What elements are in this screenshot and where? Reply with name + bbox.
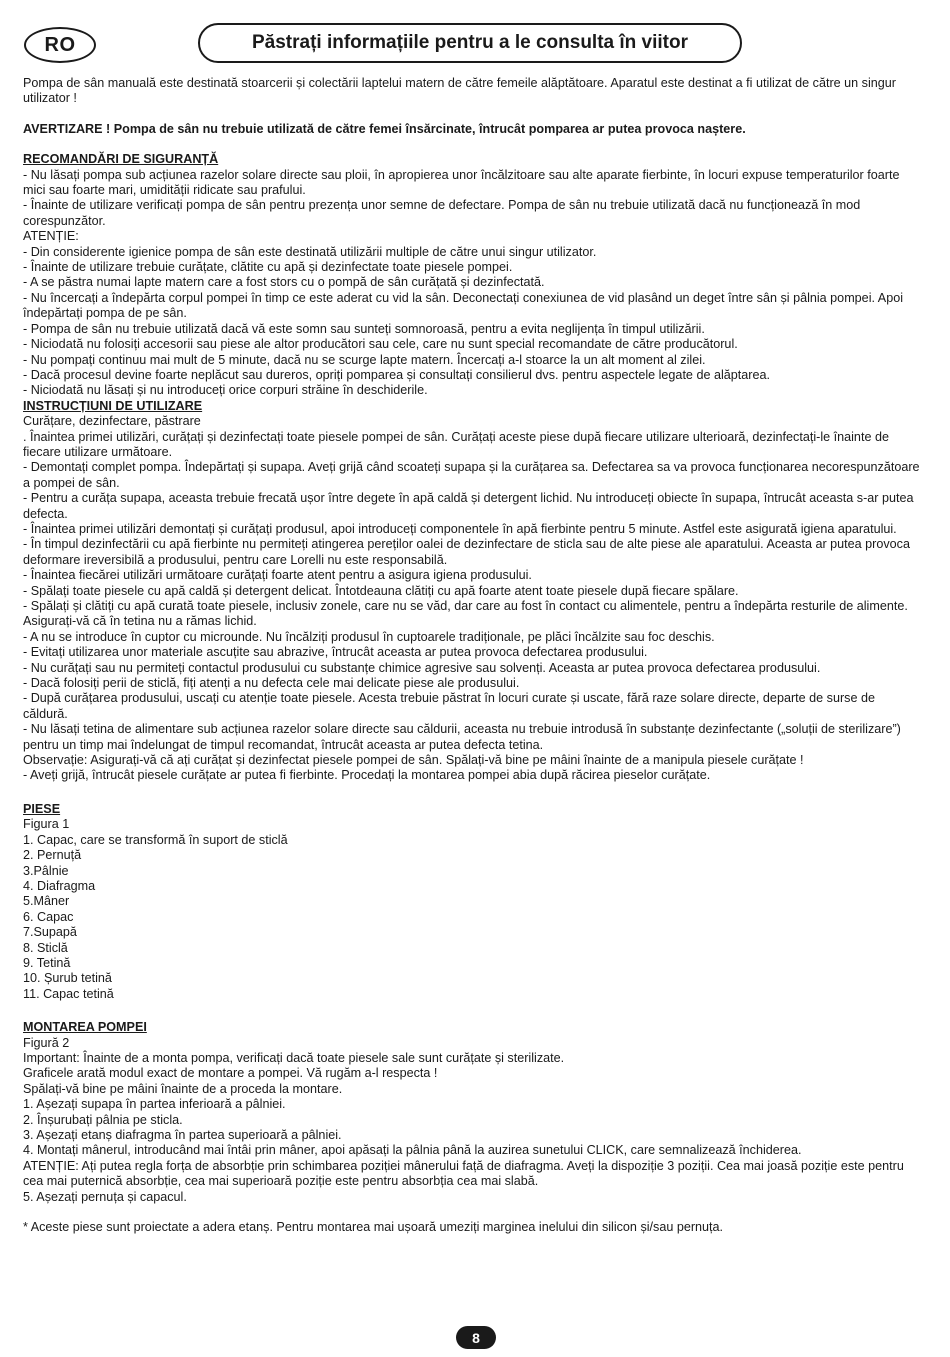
safety-line: ATENȚIE: (23, 229, 79, 244)
parts-line: Figura 1 (23, 817, 70, 832)
usage-line: - În timpul dezinfectării cu apă fierbinte nu permiteți atingerea pereților oalei de dezinfectare de sticla sau de alte piese ale aparatului. Aceasta ar putea provoca deformare ireversibilă a produsului, pentru care Lorelli nu este responsabilă. (23, 537, 910, 567)
assembly-line: 1. Așezați supapa în partea inferioară a pâlniei. (23, 1097, 286, 1112)
safety-line: - Dacă procesul devine foarte neplăcut sau dureros, opriți pomparea și consultați consilierul dvs. pentru aspectele legate de alăptarea. (23, 367, 770, 382)
parts-line: 7.Supapă (23, 925, 77, 940)
assembly-line: ATENȚIE: Ați putea regla forța de absorbție prin schimbarea poziției mânerului față de diafragma. Aveți la dispoziție 3 poziții. Cea mai joasă poziție este pentru cea mai puternică absorbție, cea mai superioară poziție este pentru absorbția cea mai slabă. (23, 1158, 904, 1189)
usage-heading: INSTRUCȚIUNI DE UTILIZARE (23, 398, 203, 413)
usage-line: - Demontați complet pompa. Îndepărtați și supapa. Aveți grijă când scoateți supapa și la curățarea sa. Defectarea sa va provoca funcționarea necorespunzătoare a pompei de sân. (23, 460, 920, 490)
assembly-line: 2. Înșurubați pâlnia pe sticla. (23, 1112, 183, 1127)
parts-line: 4. Diafragma (23, 878, 96, 893)
safety-line: - Niciodată nu folosiți accesorii sau piese ale altor producători sau cele, care nu sunt special recomandate de către producătorul. (23, 337, 738, 352)
assembly-line: 5. Așezați pernuța și capacul. (23, 1189, 187, 1204)
safety-line: - Pompa de sân nu trebuie utilizată dacă vă este somn sau sunteți somnoroasă, pentru a evita neglijența în timpul utilizării. (23, 321, 705, 336)
page-number: 8 (456, 1326, 496, 1349)
usage-line: Curățare, dezinfectare, păstrare (23, 414, 201, 429)
usage-line: - Pentru a curăța supapa, aceasta trebuie frecată ușor între degete în apă caldă și detergent lichid. Nu introduceți obiecte în supapa, întrucât aceasta s-ar putea defecta. (23, 491, 914, 521)
usage-line: - Înaintea primei utilizări demontați și curățați produsul, apoi introduceți componentele în apă fierbinte pentru 5 minute. Astfel este asigurată igiena aparatului. (23, 521, 897, 536)
assembly-list (23, 1036, 923, 1205)
usage-line: - Nu curățați sau nu permiteți contactul produsului cu substanțe chimice agresive sau solvenți. Aceasta ar putea provoca defectarea produsului. (23, 660, 821, 675)
usage-line: - Înaintea fiecărei utilizări următoare curățați foarte atent pentru a asigura igiena produsului. (23, 568, 532, 583)
usage-line: - După curățarea produsului, uscați cu atenție toate piesele. Acesta trebuie păstrat în locuri curate și uscate, fără raze solare directe, departe de surse de căldură. (23, 691, 875, 721)
parts-line: 8. Sticlă (23, 940, 68, 955)
assembly-line: 4. Montați mânerul, introducând mai întâi prin mâner, apoi apăsați la pâlnia până la auzirea sunetului CLICK, care semnalizează închiderea. (23, 1143, 802, 1158)
parts-list (23, 817, 923, 1002)
document-body (23, 76, 923, 1235)
assembly-line: Figură 2 (23, 1035, 70, 1050)
assembly-line: Spălați-vă bine pe mâini înainte de a proceda la montare. (23, 1081, 343, 1096)
usage-line: - Aveți grijă, întrucât piesele curățate ar putea fi fierbinte. Procedați la montarea pompei abia după răcirea pieselor curățate. (23, 768, 711, 783)
safety-line: - Din considerente igienice pompa de sân este destinată utilizării multiple de către unui singur utilizator. (23, 244, 597, 259)
safety-line: - Înainte de utilizare trebuie curățate, clătite cu apă și dezinfectate toate piesele pompei. (23, 260, 513, 275)
usage-line: - Dacă folosiți perii de sticlă, fiți atenți a nu defecta cele mai delicate piese ale produsului. (23, 676, 520, 691)
safety-line: - Nu pompați continuu mai mult de 5 minute, dacă nu se scurge lapte matern. Încercați a-l stoarce la un alt moment al zilei. (23, 352, 706, 367)
intro-paragraph: Pompa de sân manuală este destinată stoarcerii și colectării laptelui matern de către femeile alăptătoare. Aparatul este destinat a fi utilizat de către un singur utilizator ! (23, 76, 896, 106)
parts-line: 5.Mâner (23, 894, 70, 909)
usage-list (23, 414, 923, 784)
usage-line: - Nu lăsați tetina de alimentare sub acțiunea razelor solare directe sau căldurii, aceasta nu trebuie introdusă în substanțe dezinfectante („soluții de sterilizare”) pentru un timp mai îndelungat de timpul recomandat, întrucât aceasta ar putea defecta tetina. (23, 722, 901, 752)
safety-line: - Înainte de utilizare verificați pompa de sân pentru prezența unor semne de defectare. Pompa de sân nu trebuie utilizată dacă nu funcționează în mod corespunzător. (23, 198, 861, 228)
parts-line: 3.Pâlnie (23, 863, 69, 878)
warning-paragraph: AVERTIZARE ! Pompa de sân nu trebuie utilizată de către femei însărcinate, întrucât pomparea ar putea provoca naștere. (23, 121, 746, 136)
usage-line: Observație: Asigurați-vă că ați curățat și dezinfectat piesele pompei de sân. Spălați-vă bine pe mâini înainte de a manipula piesele curățate ! (23, 753, 804, 768)
parts-line: 11. Capac tetină (23, 986, 114, 1001)
safety-line: - Niciodată nu lăsați și nu introduceți orice corpuri străine în deschiderile. (23, 383, 428, 398)
usage-line: - A nu se introduce în cuptor cu microunde. Nu încălziți produsul în cuptoarele tradiționale, pe plăci încălzite sau foc deschis. (23, 629, 715, 644)
safety-heading: RECOMANDĂRI DE SIGURANȚĂ (23, 152, 219, 167)
assembly-line: Important: Înainte de a monta pompa, verificați dacă toate piesele sale sunt curățate și sterilizate. (23, 1050, 565, 1065)
parts-line: 1. Capac, care se transformă în suport de sticlă (23, 832, 288, 847)
usage-line: . Înaintea primei utilizări, curățați și dezinfectați toate piesele pompei de sân. Curățați aceste piese după fiecare utilizare ulterioară, dezinfectați-le înainte de fiecare utilizare următoare. (23, 429, 889, 459)
safety-line: - Nu încercați a îndepărta corpul pompei în timp ce este aderat cu vid la sân. Deconectați conexiunea de vid plasând un deget între sân și pâlnia pompei. Apoi îndepărtați pompa de pe sân. (23, 290, 903, 321)
usage-line: - Evitați utilizarea unor materiale ascuțite sau abrazive, întrucât aceasta ar putea provoca defectarea produsului. (23, 645, 648, 660)
safety-line: - A se păstra numai lapte matern care a fost stors cu o pompă de sân curățată și dezinfectată. (23, 275, 545, 290)
language-badge: RO (24, 27, 96, 63)
parts-line: 6. Capac (23, 909, 74, 924)
parts-heading: PIESE (23, 801, 61, 816)
safety-list (23, 168, 923, 399)
usage-line: - Spălați toate piesele cu apă caldă și detergent delicat. Întotdeauna clătiți cu apă foarte atent toate piesele după fiecare spălare. (23, 583, 739, 598)
assembly-heading: MONTAREA POMPEI (23, 1020, 147, 1035)
footnote: * Aceste piese sunt proiectate a adera etanș. Pentru montarea mai ușoară umeziți marginea inelului din silicon și/sau pernuța. (23, 1220, 724, 1235)
safety-line: - Nu lăsați pompa sub acțiunea razelor solare directe sau ploii, în apropierea unor încălzitoare sau alte aparate fierbinte, în locuri expuse temperaturilor foarte mici sau foarte mari, umidității ridicate sau prafului. (23, 167, 900, 198)
assembly-line: Graficele arată modul exact de montare a pompei. Vă rugăm a-l respecta ! (23, 1066, 438, 1081)
usage-line: - Spălați și clătiți cu apă curată toate piesele, inclusiv zonele, care nu se văd, dar care au fost în contact cu alimentele, pentru a îndepărta resturile de alimente. Asigurați-vă că în tetina nu a rămas lichid. (23, 599, 908, 629)
page-title: Păstrați informațiile pentru a le consulta în viitor (198, 23, 742, 63)
parts-line: 9. Tetină (23, 955, 71, 970)
parts-line: 2. Pernuță (23, 848, 82, 863)
parts-line: 10. Șurub tetină (23, 971, 112, 986)
assembly-line: 3. Așezați etanș diafragma în partea superioară a pâlniei. (23, 1128, 342, 1142)
